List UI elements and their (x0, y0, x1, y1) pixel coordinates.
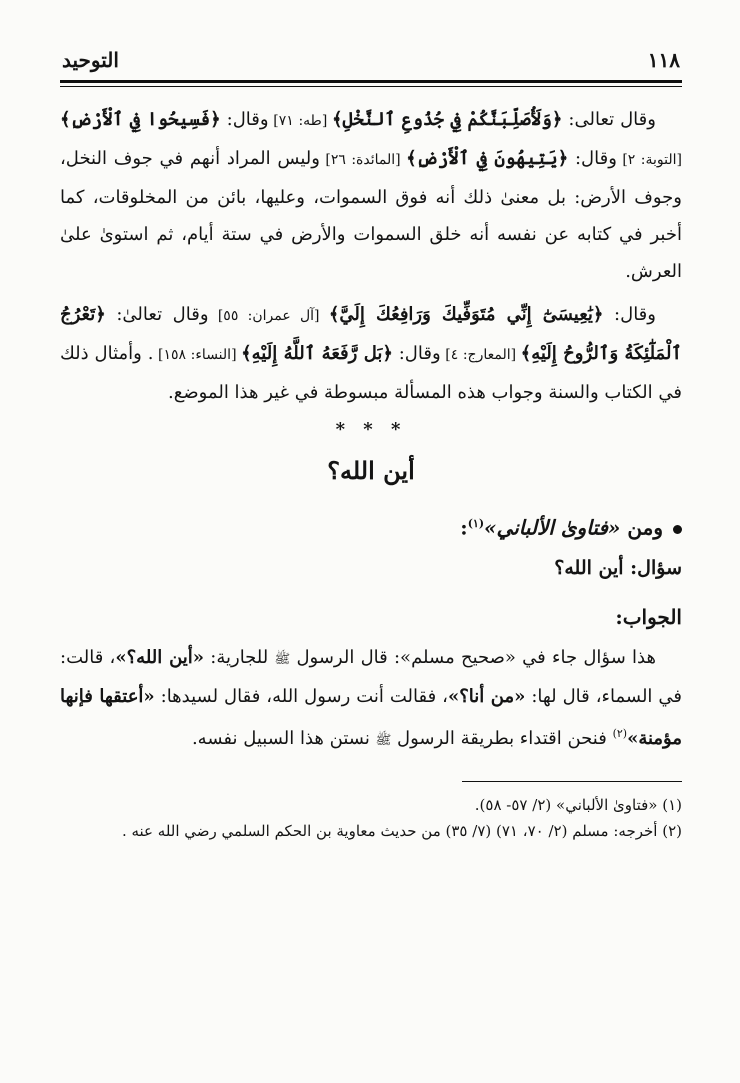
text-span: : (460, 515, 468, 540)
footnote-rule (462, 781, 682, 782)
text-span: هذا سؤال جاء في «صحيح مسلم»: قال الرسول (290, 646, 656, 668)
text-span: ، فقالت أنت رسول الله، فقال لسيدها: (154, 685, 448, 707)
text-span: ومن (620, 515, 663, 540)
quran-verse: ﴿وَلَأُصَلِّبَنَّكُمْ فِي جُذُوعِ ٱلنَّخْلِ﴾ (331, 109, 563, 130)
verse-reference: [التوبة: ٢] (616, 152, 682, 168)
answer-heading: الجواب: (615, 604, 682, 629)
footnote-1: (١) «فتاوىٰ الألباني» (٢/ ٥٧- ٥٨). (474, 795, 682, 814)
text-span: وليس المراد أنهم في جوف النخل، وجوف الأرض: بل معنىٰ ذلك أنه فوق السموات، وعليها، بائن من المخلوقات، كما أخبر في كتابه عن نفسه أنه خلق السموات والأرض في ستة أيام، ثم استوىٰ علىٰ العرش. (60, 148, 682, 282)
page-number: ١١٨ (647, 48, 680, 72)
source-line (60, 507, 682, 545)
salutation-glyph: ﷺ (274, 651, 291, 667)
header-rule-thick (60, 80, 682, 83)
hadith-quote: «أعتقها فإنها مؤمنة» (60, 685, 682, 749)
text-span: فنحن اقتداء بطريقة الرسول (391, 727, 613, 749)
section-title: أين الله؟ (327, 456, 415, 485)
text-span: وقال: (568, 148, 617, 169)
book-title: «فتاوىٰ الألباني» (484, 515, 621, 540)
question-line: سؤال: أين الله؟ (554, 556, 682, 579)
text-span: ، قالت: في السماء، قال لها: (60, 646, 682, 707)
paragraph-2 (60, 296, 682, 411)
quran-verse: ﴿بَل رَّفَعَهُ ٱللَّهُ إِلَيْهِ﴾ (241, 343, 393, 364)
text-span: وقال: (220, 109, 269, 130)
text-span: وقال: (392, 343, 441, 364)
quran-verse: ﴿فَسِيحُوا فِي ٱلْأَرْضِ﴾ (60, 109, 221, 130)
page (60, 48, 682, 844)
running-title: التوحيد (62, 48, 119, 72)
answer-paragraph (60, 639, 682, 759)
text-span: وقال: (603, 304, 656, 325)
verse-reference: [النساء: ١٥٨] (153, 347, 242, 363)
body-text (60, 101, 682, 844)
hadith-quote: «أين الله؟» (115, 646, 205, 668)
text-span: للجارية: (204, 646, 275, 668)
text-span: وقال تعالىٰ: (105, 304, 209, 325)
quran-verse: ﴿يَٰعِيسَىٰٓ إِنِّي مُتَوَفِّيكَ وَرَافِعُكَ إِلَيَّ﴾ (328, 304, 604, 325)
verse-reference: [آل عمران: ٥٥] (208, 308, 329, 324)
verse-reference: [طه: ٧١] (268, 113, 332, 129)
salutation-glyph: ﷺ (375, 732, 392, 748)
quran-verse: ﴿تَعْرُجُ ٱلْمَلَٰٓئِكَةُ وَٱلرُّوحُ إِلَيْهِ﴾ (60, 304, 682, 364)
text-span: . وأمثال ذلك في الكتاب والسنة وجواب هذه المسألة مبسوطة في غير هذا الموضع. (60, 343, 682, 403)
footnote-marker: (١) (467, 517, 485, 530)
section-separator: * * * (335, 419, 407, 440)
hadith-quote: «من أنا؟» (447, 685, 526, 707)
running-head (60, 48, 682, 78)
quran-verse: ﴿يَتِيهُونَ فِي ٱلْأَرْضِ﴾ (406, 148, 569, 169)
text-span: وقال تعالى: (562, 109, 656, 130)
paragraph-1 (60, 101, 682, 290)
footnote-2: (٢) أخرجه: مسلم (٢/ ٧٠، ٧١) (٧/ ٣٥) من حديث معاوية بن الحكم السلمي رضي الله عنه . (121, 821, 682, 840)
bullet-icon (673, 525, 682, 534)
header-rule-thin (60, 86, 682, 87)
verse-reference: [المعارج: ٤] (440, 347, 521, 363)
footnote-marker: (٢) (612, 726, 628, 740)
text-span: نستن هذا السبيل نفسه. (191, 727, 376, 749)
verse-reference: [المائدة: ٢٦] (319, 152, 407, 168)
